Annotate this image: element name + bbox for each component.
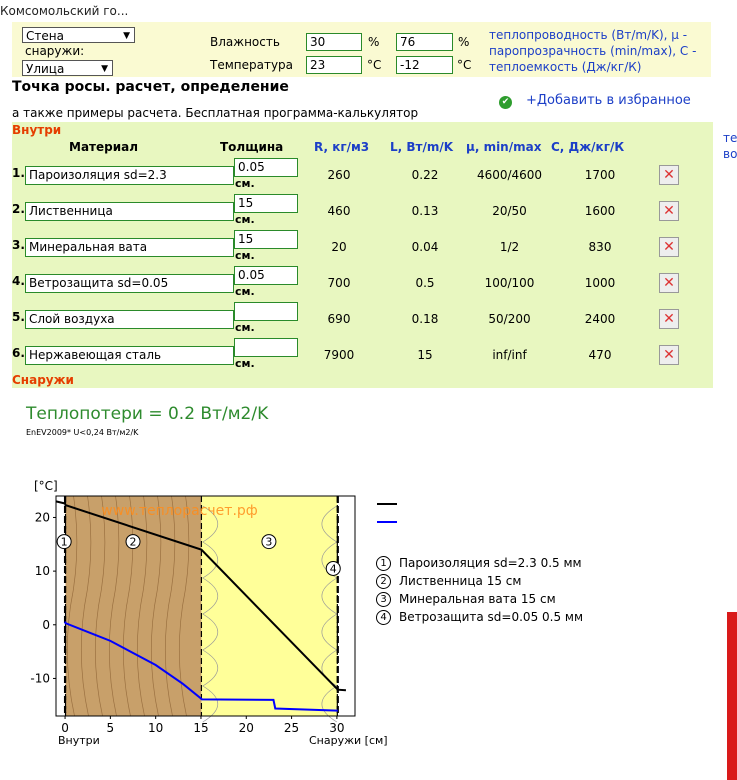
- column-header: L, Вт/m/K: [390, 140, 454, 154]
- cell-r: 690: [327, 312, 351, 326]
- row-number: 4.: [12, 274, 25, 288]
- temperature-outside-input[interactable]: -12: [396, 56, 453, 74]
- material-input[interactable]: Слой воздуха: [25, 310, 234, 329]
- y-tick-label: -10: [30, 671, 50, 686]
- delete-row-button[interactable]: [659, 237, 679, 257]
- humidity-inside-input[interactable]: 30: [306, 33, 362, 51]
- delete-row-button[interactable]: [659, 309, 679, 329]
- thickness-unit: см.: [235, 285, 255, 298]
- cell-c: 470: [588, 348, 612, 362]
- thickness-input[interactable]: [234, 338, 298, 357]
- thickness-unit: см.: [235, 177, 255, 190]
- add-favorite-link[interactable]: ✔ +Добавить в избранное: [499, 93, 691, 109]
- column-header: Толщина: [220, 140, 284, 154]
- watermark: www.теплорасчет.рф: [101, 502, 258, 519]
- table-row: [12, 266, 713, 300]
- cell-l: 0.22: [411, 168, 439, 182]
- materials-table: [12, 122, 713, 388]
- heat-loss-result: Теплопотери = 0.2 Вт/м2/K: [26, 404, 269, 424]
- cell-l: 0.5: [415, 276, 435, 290]
- humidity-label: Влажность: [210, 35, 280, 49]
- layer-description: Пароизоляция sd=2.3 0.5 мм: [399, 556, 582, 570]
- thickness-input[interactable]: 15: [234, 230, 298, 249]
- y-axis-label: [°C]: [34, 479, 58, 493]
- delete-row-button[interactable]: [659, 165, 679, 185]
- chevron-down-icon: ▼: [101, 64, 108, 74]
- column-header: R, кг/м3: [314, 140, 370, 154]
- cell-l: 0.04: [411, 240, 439, 254]
- thickness-unit: см.: [235, 357, 255, 370]
- layer-marker-number: 1: [60, 535, 68, 549]
- thickness-unit: см.: [235, 213, 255, 226]
- cell-r: 20: [331, 240, 347, 254]
- page-subtitle: а также примеры расчета. Бесплатная программа-калькулятор: [12, 106, 419, 120]
- table-row: [12, 230, 713, 264]
- close-icon: ✕: [663, 311, 675, 327]
- legend-line: теплопроводность (Вт/m/K), μ -: [489, 28, 688, 42]
- x-tick-label: 25: [283, 721, 300, 735]
- page-title: Точка росы. расчет, определение: [12, 79, 289, 95]
- x-tick-label: 20: [238, 721, 254, 735]
- cell-r: 460: [327, 204, 351, 218]
- table-row: [12, 338, 713, 372]
- thickness-unit: см.: [235, 249, 255, 262]
- material-input[interactable]: Нержавеющая сталь: [25, 346, 234, 365]
- layer-description: Лиственница 15 см: [399, 574, 522, 588]
- layer-number-badge: 2: [376, 574, 391, 589]
- side-banner: [727, 612, 737, 780]
- thickness-input[interactable]: [234, 302, 298, 321]
- humidity-unit: %: [458, 35, 470, 49]
- cell-r: 7900: [323, 348, 355, 362]
- row-number: 1.: [12, 166, 25, 180]
- cell-c: 2400: [584, 312, 616, 326]
- legend-dewpoint-swatch: [377, 521, 397, 523]
- cell-mu: inf/inf: [492, 348, 527, 362]
- inside-label: Внутри: [12, 123, 62, 137]
- layer-marker-number: 3: [265, 535, 273, 549]
- x-tick-label: 30: [329, 721, 345, 735]
- browser-tab[interactable]: [0, 0, 737, 22]
- cell-c: 1000: [584, 276, 616, 290]
- x-axis-label-left: Внутри: [58, 734, 100, 747]
- thickness-input[interactable]: 0.05: [234, 158, 298, 177]
- y-tick-label: 10: [34, 564, 50, 579]
- heat-loss-note: EnEV2009* U<0,24 Вт/м2/K: [26, 428, 139, 437]
- dew-point-chart: [20, 470, 400, 760]
- temperature-unit: °C: [457, 58, 472, 72]
- outside-label: Снаружи: [12, 373, 74, 387]
- cell-mu: 4600/4600: [476, 168, 543, 182]
- thickness-unit: см.: [235, 321, 255, 334]
- close-icon: ✕: [663, 239, 675, 255]
- column-header: C, Дж/кг/К: [551, 140, 625, 154]
- close-icon: ✕: [663, 275, 675, 291]
- insulation-layer: [201, 496, 337, 716]
- row-number: 2.: [12, 202, 25, 216]
- humidity-outside-input[interactable]: 76: [396, 33, 453, 51]
- cell-mu: 1/2: [499, 240, 520, 254]
- legend-line: паропрозрачность (min/max), C -: [489, 44, 697, 58]
- sidebar-text: те: [723, 131, 737, 145]
- layer-marker-number: 2: [129, 535, 137, 549]
- column-header: Материал: [69, 140, 139, 154]
- sidebar-text: во: [723, 147, 737, 161]
- delete-row-button[interactable]: [659, 273, 679, 293]
- legend-temperature-swatch: [377, 503, 397, 505]
- row-number: 6.: [12, 346, 25, 360]
- delete-row-button[interactable]: [659, 345, 679, 365]
- row-number: 5.: [12, 310, 25, 324]
- cell-mu: 50/200: [488, 312, 531, 326]
- cell-mu: 100/100: [484, 276, 535, 290]
- temperature-inside-input[interactable]: 23: [306, 56, 362, 74]
- cell-c: 1600: [584, 204, 616, 218]
- layer-marker-number: 4: [329, 562, 337, 576]
- thickness-input[interactable]: 15: [234, 194, 298, 213]
- column-header: μ, min/max: [466, 140, 542, 154]
- row-number: 3.: [12, 238, 25, 252]
- material-input[interactable]: Минеральная вата: [25, 238, 234, 257]
- cell-r: 260: [327, 168, 351, 182]
- cell-r: 700: [327, 276, 351, 290]
- check-icon: ✔: [499, 96, 512, 109]
- close-icon: ✕: [663, 203, 675, 219]
- legend-line: теплоемкость (Дж/кг/К): [489, 60, 642, 74]
- temperature-unit: °C: [367, 58, 382, 72]
- layer-number-badge: 1: [376, 556, 391, 571]
- x-tick-label: 0: [61, 721, 69, 735]
- material-input[interactable]: Ветрозащита sd=0.05: [25, 274, 234, 293]
- y-tick-label: 20: [34, 510, 50, 525]
- cell-l: 0.13: [411, 204, 439, 218]
- material-input[interactable]: Лиственница: [25, 202, 234, 221]
- outside-label: снаружи:: [25, 44, 85, 58]
- layer-description: Ветрозащита sd=0.05 0.5 мм: [399, 610, 584, 624]
- humidity-unit: %: [368, 35, 380, 49]
- x-tick-label: 5: [106, 721, 115, 735]
- tab-title: Комсомольский го...: [0, 4, 129, 18]
- y-tick-label: 0: [42, 617, 50, 632]
- table-row: [12, 158, 713, 192]
- delete-row-button[interactable]: [659, 201, 679, 221]
- temperature-label: Температура: [210, 58, 294, 72]
- cell-mu: 20/50: [492, 204, 527, 218]
- cell-c: 830: [588, 240, 612, 254]
- cell-l: 15: [417, 348, 433, 362]
- thickness-input[interactable]: 0.05: [234, 266, 298, 285]
- table-row: [12, 194, 713, 228]
- close-icon: ✕: [663, 347, 675, 363]
- layer-number-badge: 3: [376, 592, 391, 607]
- chevron-down-icon: ▼: [123, 31, 130, 41]
- close-icon: ✕: [663, 167, 675, 183]
- cell-l: 0.18: [411, 312, 439, 326]
- outside-select[interactable]: Улица ▼: [22, 60, 113, 76]
- cell-c: 1700: [584, 168, 616, 182]
- x-axis-label-right: Снаружи [см]: [309, 734, 388, 747]
- material-input[interactable]: Пароизоляция sd=2.3: [25, 166, 234, 185]
- wall-type-select[interactable]: Стена ▼: [22, 27, 135, 43]
- layer-description: Минеральная вата 15 см: [399, 592, 556, 606]
- layer-number-badge: 4: [376, 610, 391, 625]
- table-row: [12, 302, 713, 336]
- x-tick-label: 15: [193, 721, 209, 735]
- x-tick-label: 10: [148, 721, 164, 735]
